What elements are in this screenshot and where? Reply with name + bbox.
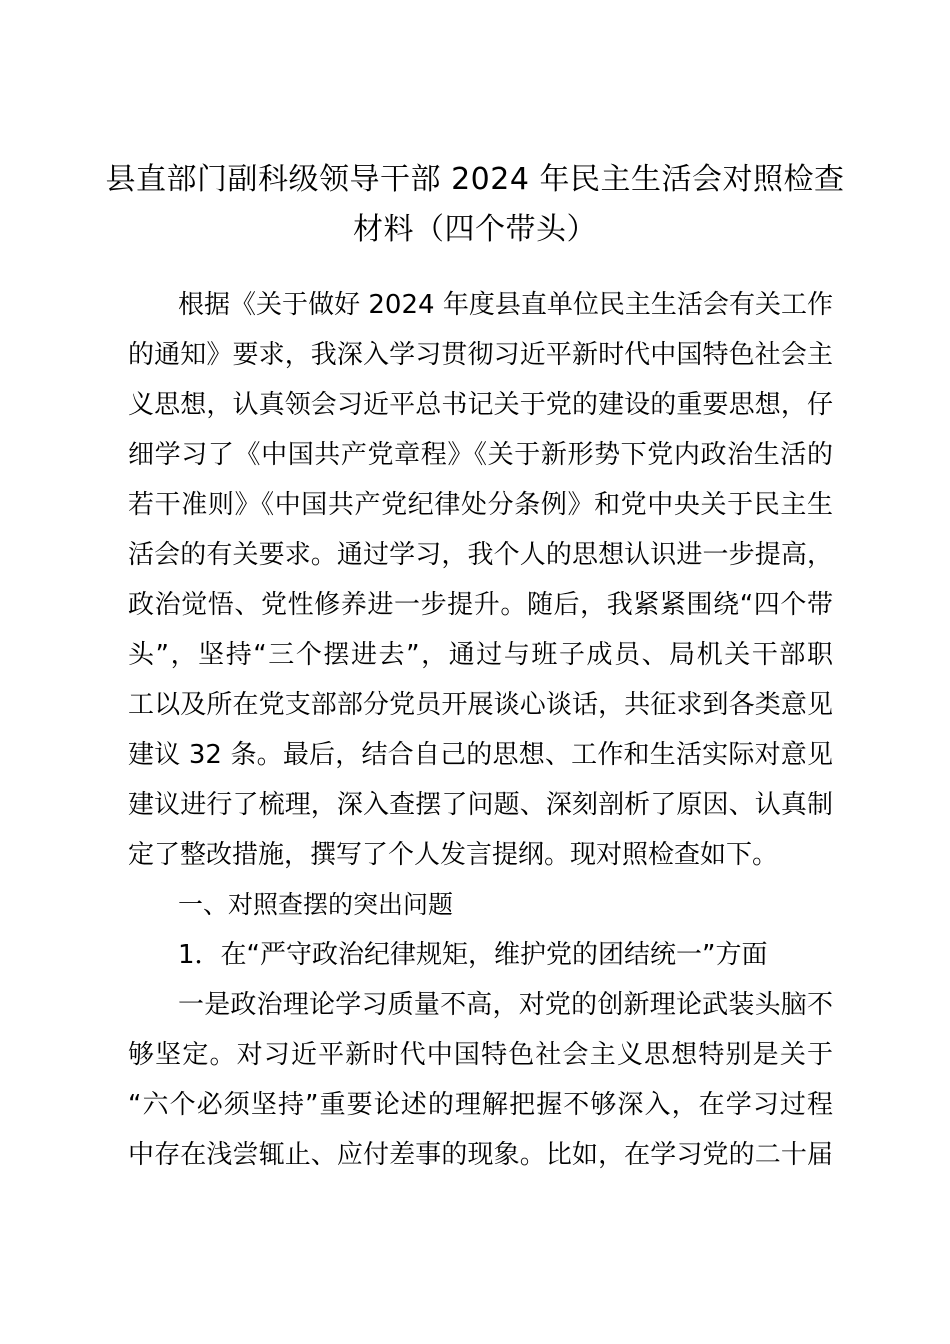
document-title-line-1: 县直部门副科级领导干部 2024 年民主生活会对照检查	[105, 162, 845, 197]
body-paragraph-line: 一是政治理论学习质量不高，对党的创新理论武装头脑不	[178, 990, 833, 1020]
section-heading: 一、对照查摆的突出问题	[178, 890, 454, 919]
intro-paragraph-line: 建议进行了梳理，深入查摆了问题、深刻剖析了原因、认真制	[128, 790, 833, 820]
subsection-heading: 1．在“严守政治纪律规矩，维护党的团结统一”方面	[178, 940, 768, 970]
intro-paragraph-line: 根据《关于做好 2024 年度县直单位民主生活会有关工作	[178, 290, 833, 320]
body-paragraph-line: 中存在浅尝辄止、应付差事的现象。比如，在学习党的二十届	[128, 1140, 833, 1170]
intro-paragraph-line: 细学习了《中国共产党章程》《关于新形势下党内政治生活的	[128, 440, 833, 470]
intro-paragraph-line: 活会的有关要求。通过学习，我个人的思想认识进一步提高，	[128, 540, 833, 570]
intro-paragraph-line: 头”，坚持“三个摆进去”，通过与班子成员、局机关干部职	[128, 640, 833, 670]
body-paragraph-line: “六个必须坚持”重要论述的理解把握不够深入，在学习过程	[128, 1090, 833, 1120]
intro-paragraph-line: 的通知》要求，我深入学习贯彻习近平新时代中国特色社会主	[128, 340, 833, 370]
intro-paragraph-line: 工以及所在党支部部分党员开展谈心谈话，共征求到各类意见	[128, 690, 833, 720]
intro-paragraph-line: 若干准则》《中国共产党纪律处分条例》和党中央关于民主生	[128, 490, 833, 520]
intro-paragraph-line: 建议 32 条。最后，结合自己的思想、工作和生活实际对意见	[128, 740, 833, 770]
intro-paragraph-line: 定了整改措施，撰写了个人发言提纲。现对照检查如下。	[128, 840, 779, 870]
body-paragraph-line: 够坚定。对习近平新时代中国特色社会主义思想特别是关于	[128, 1040, 833, 1070]
intro-paragraph-line: 义思想，认真领会习近平总书记关于党的建设的重要思想，仔	[128, 390, 833, 420]
intro-paragraph-line: 政治觉悟、党性修养进一步提升。随后，我紧紧围绕“四个带	[128, 590, 833, 620]
document-title-line-2: 材料（四个带头）	[353, 212, 597, 247]
